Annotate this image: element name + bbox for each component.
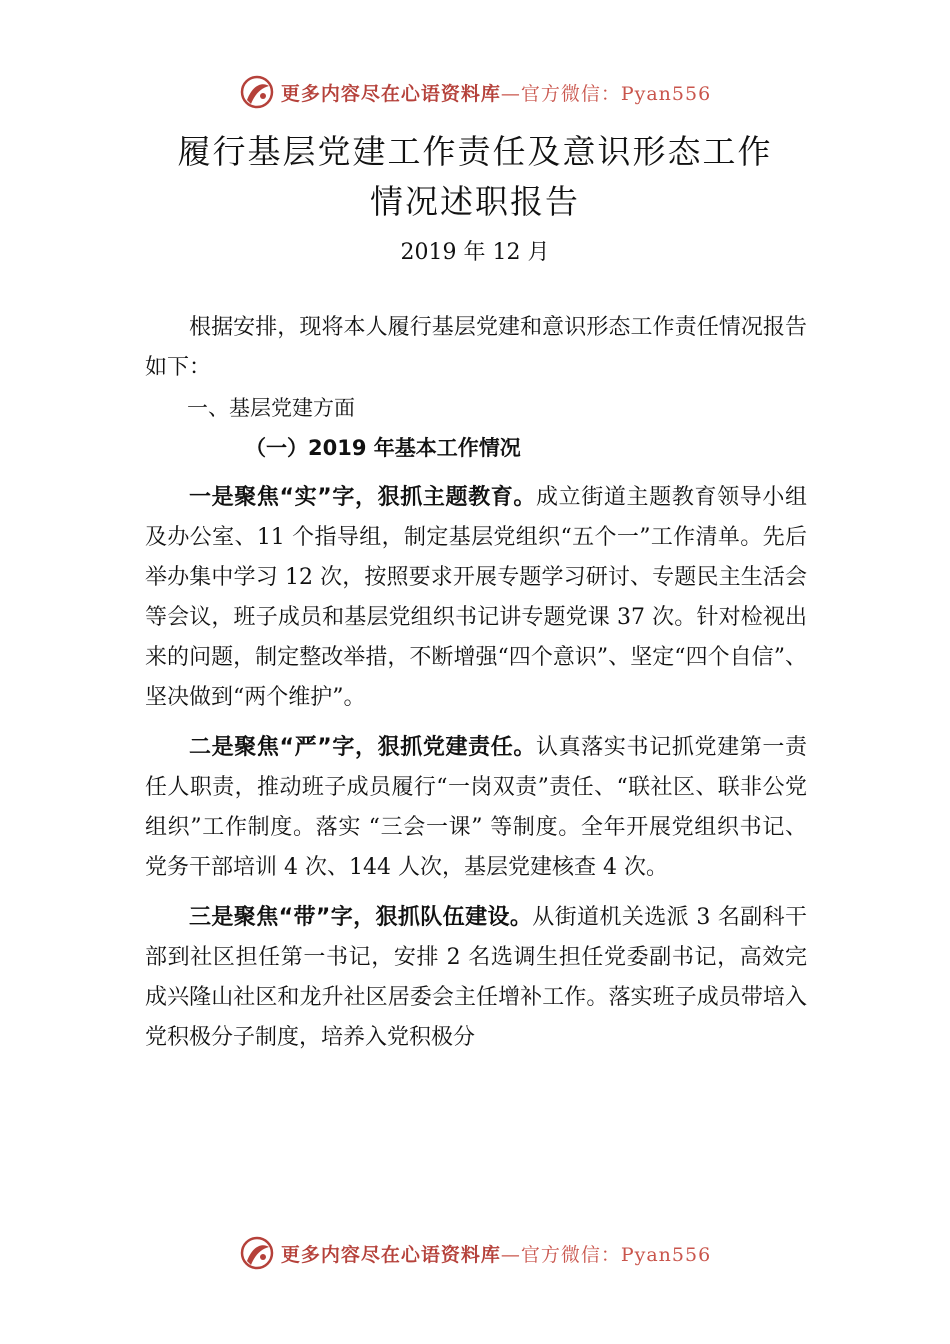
paragraph-body: 成立街道主题教育领导小组及办公室、11 个指导组，制定基层党组织“五个一”工作清单。先后举办集中学习 12 次，按照要求开展专题学习研讨、专题民主生活会等会议，班子成员和基层党组织书记讲专题党课 37 次。针对检视出来的问题，制定整改举措，不断增强“四个意识”、坚定“四个自信”、坚决做到“两个维护”。 <box>145 485 807 710</box>
paragraph-lead: 三是聚焦“带”字，狠抓队伍建设。 <box>189 905 533 930</box>
paragraph-3 <box>145 898 807 1058</box>
document-title-line2: 情况述职报告 <box>370 182 580 221</box>
paragraph-lead: 一是聚焦“实”字，狠抓主题教育。 <box>189 485 537 510</box>
watermark-banner-bottom <box>0 1233 950 1273</box>
watermark-text: 更多内容尽在心语资料库—官方微信：Pyan556 <box>280 82 712 105</box>
document-date: 2019 年 12 月 <box>400 240 550 265</box>
subsection-heading: （一）2019 年基本工作情况 <box>245 436 521 460</box>
logo-icon <box>239 1235 275 1271</box>
document-title-line1: 履行基层党建工作责任及意识形态工作 <box>177 132 773 171</box>
watermark-banner-top <box>0 72 950 112</box>
intro-paragraph: 根据安排，现将本人履行基层党建和意识形态工作责任情况报告如下： <box>145 315 807 380</box>
paragraph-body: 从街道机关选派 3 名副科干部到社区担任第一书记，安排 2 名选调生担任党委副书记，高效完成兴隆山社区和龙升社区居委会主任增补工作。落实班子成员带培入党积极分子制度，培养入党积极分 <box>145 905 808 1050</box>
paragraph-lead: 二是聚焦“严”字，狠抓党建责任。 <box>189 735 537 760</box>
paragraph-body: 认真落实书记抓党建第一责任人职责，推动班子成员履行“一岗双责”责任、“联社区、联非公党组织”工作制度。落实 “三会一课” 等制度。全年开展党组织书记、党务干部培训 4 次、144 人次，基层党建核查 4 次。 <box>145 735 807 880</box>
paragraph-1 <box>145 478 807 718</box>
section-heading: 一、基层党建方面 <box>187 396 355 420</box>
document-body <box>145 308 807 1058</box>
watermark-text: 更多内容尽在心语资料库—官方微信：Pyan556 <box>280 1243 712 1266</box>
paragraph-2 <box>145 728 807 888</box>
logo-icon <box>239 74 275 110</box>
